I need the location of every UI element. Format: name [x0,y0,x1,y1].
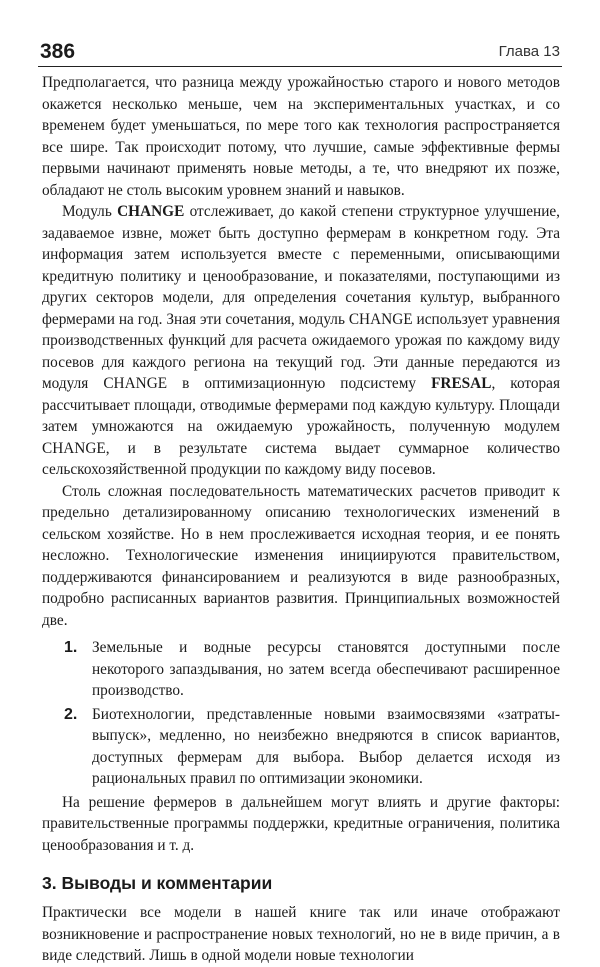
list-item [42,637,560,702]
paragraph-3: Столь сложная последовательность математических расчетов приводит к предельно детализированному описанию технологических изменений в сельском хозяйстве. Но в нем прослеживается исходная теория, и ее понять несложно. Технологические изменения инициируются правительством, поддерживаются финансированием и реализуются в виде разнообразных, подробно расписанных вариантов развития. Принципиальных возможностей две. [42,482,560,629]
term-fresal: FRESAL [431,375,492,392]
page-header [38,38,562,67]
paragraph-5: Практически все модели в нашей книге так или иначе отображают возникновение и распространение новых технологий, но не в виде причин, а в виде следствий. Лишь в одной модели новые технологии [42,904,560,964]
running-head: Глава 13 [498,43,560,60]
list-item-number: 1. [64,639,78,656]
paragraph-2-part-e: , которая рассчитывает площади, отводимые фермерами под каждую культуру. Площади затем умножаются на ожидаемую урожайность, полученную модулем CHANGE, и в результате система выдает суммарное количество сельскохозяйственной продукции по каждому виду посевов. [42,375,561,478]
list-item-text: Биотехнологии, представленные новыми взаимосвязями «затраты-выпуск», медленно, но неизбежно внедряются в список вариантов, доступных фермерам для выбора. Выбор делается исходя из рациональных правил по оптимизации экономики. [92,705,560,787]
body-text [42,72,560,967]
paragraph-1: Предполагается, что разница между урожайностью старого и нового методов окажется несколько меньше, чем на экспериментальных участках, и со временем будет уменьшаться, по мере того как технология распространяется все шире. Так происходит потому, что лучшие, самые эффективные фермы первыми начинают применять новые методы, а те, что внедряют их позже, обладают не столь высоким уровнем знаний и навыков. [42,74,560,199]
paragraph-2-part-c: отслеживает, до какой степени структурное улучшение, задаваемое извне, может быть доступно фермерам в конкретном году. Эта информация затем используется вместе с переменными, описывающими кредитную политику и ценообразование, и показателями, поступающими из других секторов модели, для определения сочетания культур, выбранного фермерами на год. Зная эти сочетания, модуль CHANGE использует уравнения производственных функций для расчета ожидаемого урожая по каждому виду посевов для каждого региона на текущий год. Эти данные передаются из модуля CHANGE в оптимизационную подсистему [42,203,561,392]
paragraph-2 [42,201,560,481]
list-item-number: 2. [64,705,78,723]
paragraph-4: На решение фермеров в дальнейшем могут влиять и другие факторы: правительственные программы поддержки, кредитные ограничения, политика ценообразования и т. д. [42,793,560,854]
term-change: CHANGE [117,203,185,220]
section-heading: 3. Выводы и комментарии [42,873,273,893]
paragraph-2-part-a: Модуль [62,203,118,220]
list-item [42,704,560,790]
list-item-text: Земельные и водные ресурсы становятся доступными после некоторого запаздывания, но затем всегда обеспечивают расширенное производство. [92,639,560,699]
page-number: 386 [40,40,76,63]
numbered-list [42,637,560,790]
